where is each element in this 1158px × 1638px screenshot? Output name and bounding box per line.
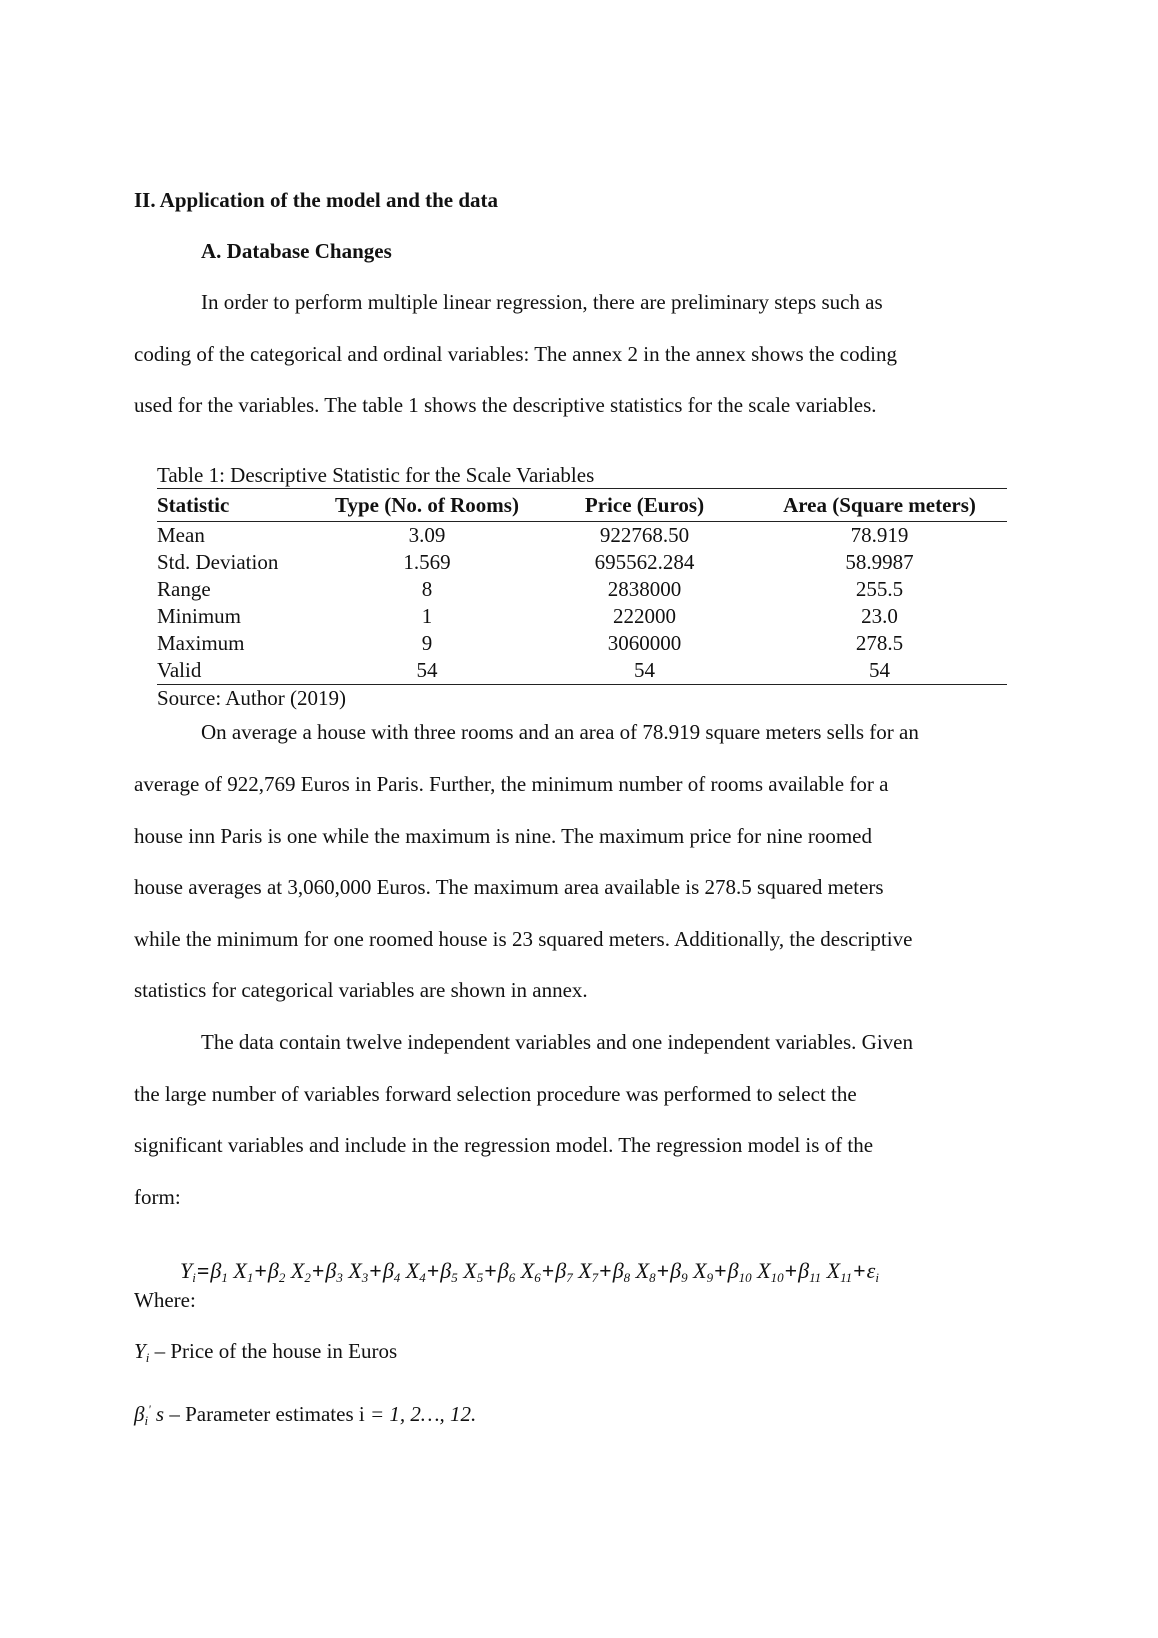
descriptive-statistics-table	[157, 488, 1007, 685]
equation-beta: β	[267, 1258, 279, 1283]
table-row	[157, 603, 1007, 630]
table-cell: 2838000	[607, 577, 682, 601]
equation-plus: +	[599, 1258, 612, 1283]
table-row	[157, 522, 1007, 550]
equation-x-subscript: 1	[246, 1270, 254, 1285]
descriptive-statistics-table-block	[157, 462, 1007, 711]
paragraph1-line: coding of the categorical and ordinal variables: The annex 2 in the annex shows the coding	[134, 342, 897, 366]
equation-beta: β	[727, 1258, 739, 1283]
equation-beta: β	[325, 1258, 337, 1283]
table-cell: 922768.50	[599, 523, 690, 547]
y-definition-text: – Price of the house in Euros	[149, 1339, 398, 1363]
equation-plus: +	[484, 1258, 497, 1283]
table-cell: 3.09	[408, 523, 446, 547]
equation-x: X	[578, 1258, 592, 1283]
equation-x-subscript: 4	[419, 1270, 426, 1285]
equation-x: X	[757, 1258, 771, 1283]
equation-plus: +	[426, 1258, 440, 1283]
equation-lhs-subscript: i	[192, 1270, 196, 1285]
beta-index-range: = 1, 2…, 12.	[369, 1402, 477, 1426]
equation-x-subscript: 5	[476, 1270, 484, 1285]
equation-x-subscript: 6	[534, 1270, 541, 1285]
equation-plus: +	[784, 1258, 798, 1283]
table-cell: 9	[421, 631, 433, 655]
equation-beta-subscript: 1	[221, 1270, 228, 1285]
paragraph2-line: house inn Paris is one while the maximum is nine. The maximum price for nine roomed	[134, 824, 872, 848]
table-cell: Mean	[157, 523, 205, 547]
beta-definition-text: – Parameter estimates i	[164, 1402, 370, 1426]
equation-x: X	[405, 1258, 420, 1283]
section-heading: II. Application of the model and the data	[134, 188, 499, 212]
equation-beta-subscript: 4	[393, 1270, 401, 1285]
table-row	[157, 576, 1007, 603]
equation-x: X	[635, 1258, 650, 1283]
table-cell: 54	[317, 657, 537, 685]
equation-x: X	[348, 1258, 362, 1283]
paragraph3-line: the large number of variables forward selection procedure was performed to select the	[134, 1082, 857, 1106]
table-cell: 255.5	[855, 577, 904, 601]
equation-beta-subscript: 3	[336, 1270, 343, 1285]
table-cell: Std. Deviation	[157, 550, 279, 574]
paragraph1-line: used for the variables. The table 1 shows the descriptive statistics for the scale variables.	[134, 393, 877, 417]
equation-beta-subscript: 7	[566, 1270, 573, 1285]
equation-x-subscript: 7	[591, 1270, 599, 1285]
table-cell: 1.569	[403, 550, 451, 574]
paragraph2-line: house averages at 3,060,000 Euros. The maximum area available is 278.5 squared meters	[134, 875, 884, 899]
table-header-cell: Type (No. of Rooms)	[317, 489, 537, 522]
beta-symbol: $\beta_i'$ s	[134, 1402, 165, 1428]
table-cell: 222000	[613, 604, 676, 628]
equation-error-subscript: i	[875, 1270, 879, 1285]
equation-plus: +	[656, 1258, 670, 1283]
equation-beta-subscript: 10	[738, 1270, 752, 1285]
table-source: Source: Author (2019)	[157, 686, 346, 710]
equation-x: X	[520, 1258, 535, 1283]
equation-plus: +	[853, 1258, 866, 1283]
equation-x-subscript: 8	[649, 1270, 656, 1285]
equation-beta: β	[555, 1258, 567, 1283]
equation-x-subscript: 9	[706, 1270, 714, 1285]
definition-beta	[134, 1397, 476, 1433]
equation-x-subscript: 11	[840, 1270, 853, 1285]
table-cell: 695562.284	[594, 550, 695, 574]
table-header-row	[157, 489, 1007, 522]
table-cell: 3060000	[607, 631, 682, 655]
equation-lhs: Y	[180, 1258, 193, 1283]
equation-equals: =	[196, 1258, 210, 1283]
paragraph3-line: The data contain twelve independent variables and one independent variables. Given	[201, 1030, 913, 1054]
table-cell: 23.0	[861, 604, 898, 628]
table-cell: Range	[157, 577, 211, 601]
table-row	[157, 630, 1007, 657]
equation-beta: β	[798, 1258, 810, 1283]
table-row	[157, 549, 1007, 576]
table-cell: 8	[421, 577, 433, 601]
subsection-heading: A. Database Changes	[201, 239, 392, 263]
table-caption: Table 1: Descriptive Statistic for the Scale Variables	[157, 463, 595, 487]
paragraph2-line: average of 922,769 Euros in Paris. Further, the minimum number of rooms available for a	[134, 772, 889, 796]
table-cell: 58.9987	[845, 550, 914, 574]
where-label: Where:	[134, 1288, 196, 1312]
paragraph1-line: In order to perform multiple linear regression, there are preliminary steps such as	[201, 290, 883, 314]
equation-beta-subscript: 6	[508, 1270, 516, 1285]
table-cell: Valid	[157, 657, 317, 685]
table-cell: Maximum	[157, 631, 245, 655]
table-cell: 78.919	[850, 523, 909, 547]
equation-error: ε	[866, 1258, 876, 1283]
equation-beta: β	[497, 1258, 509, 1283]
table-cell: Minimum	[157, 604, 242, 628]
table-header-cell: Area (Square meters)	[752, 489, 1007, 522]
equation-beta-subscript: 2	[278, 1270, 286, 1285]
table-cell: 54	[752, 657, 1007, 685]
table-cell: 278.5	[855, 631, 904, 655]
equation-x: X	[233, 1258, 247, 1283]
equation-beta-subscript: 9	[681, 1270, 688, 1285]
equation-beta: β	[670, 1258, 682, 1283]
paragraph3-line: form:	[134, 1185, 181, 1209]
equation-x: X	[290, 1258, 305, 1283]
equation-beta: β	[440, 1258, 452, 1283]
equation-plus: +	[254, 1258, 267, 1283]
equation-x: X	[826, 1258, 841, 1283]
paragraph3-line: significant variables and include in the regression model. The regression model is of the	[134, 1133, 874, 1157]
paragraph2-line: while the minimum for one roomed house is 23 squared meters. Additionally, the descriptive	[134, 927, 913, 951]
equation-plus: +	[714, 1258, 727, 1283]
equation-beta: β	[210, 1258, 222, 1283]
equation-beta-subscript: 11	[809, 1270, 822, 1285]
paragraph2-line: statistics for categorical variables are shown in annex.	[134, 978, 588, 1002]
equation-beta: β	[382, 1258, 394, 1283]
equation-x-subscript: 3	[361, 1270, 369, 1285]
table-row	[157, 657, 1007, 685]
definition-y	[134, 1339, 397, 1370]
equation-plus: +	[369, 1258, 382, 1283]
table-header-cell: Statistic	[157, 489, 317, 522]
paragraph2-line: On average a house with three rooms and an area of 78.919 square meters sells for an	[201, 720, 919, 744]
equation-beta-subscript: 5	[451, 1270, 458, 1285]
equation-beta-subscript: 8	[623, 1270, 631, 1285]
equation-beta: β	[612, 1258, 624, 1283]
equation-x-subscript: 2	[304, 1270, 311, 1285]
regression-equation	[180, 1257, 879, 1292]
y-symbol: $Y_i$	[134, 1339, 150, 1365]
equation-x: X	[463, 1258, 477, 1283]
equation-plus: +	[541, 1258, 555, 1283]
equation-x: X	[693, 1258, 707, 1283]
equation-x-subscript: 10	[770, 1270, 784, 1285]
table-header-cell: Price (Euros)	[537, 489, 752, 522]
equation-plus: +	[311, 1258, 325, 1283]
table-cell: 1	[421, 604, 433, 628]
table-cell: 54	[537, 657, 752, 685]
